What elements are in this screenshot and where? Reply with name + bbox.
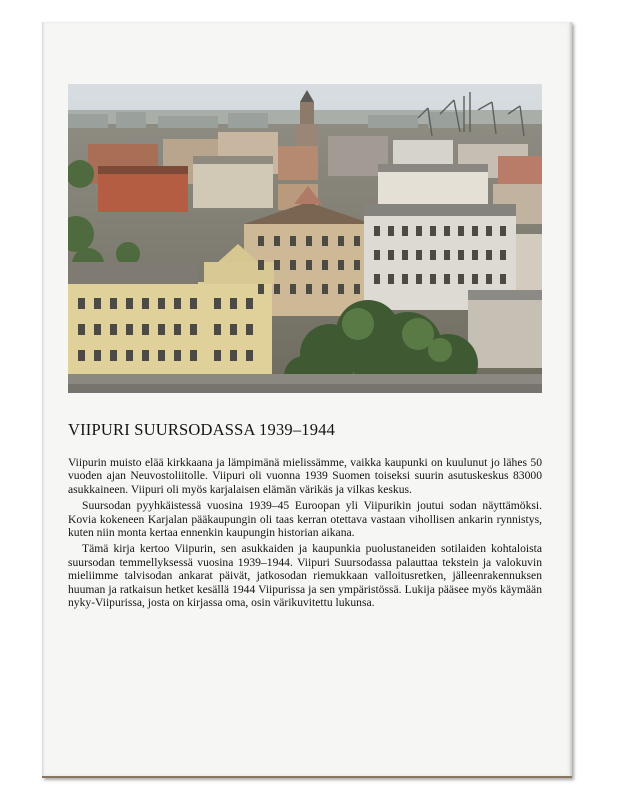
- description-area: [68, 394, 542, 612]
- paragraph: Suursodan pyyhkäistessä vuosina 1939–45 Euroopan yli Viipurikin joutui sodan näyttämöksi. Kovia kokeneen Karjalan pääkaupungin oli taas kerran otettava vastaan vihollisen ankarin rynnistys, kuten niin monta kertaa ennenkin kaupungin historian aikana.: [68, 499, 542, 540]
- description-text: [68, 456, 542, 609]
- book-back-cover: [42, 22, 572, 778]
- city-photo: [68, 84, 542, 393]
- paragraph: Viipurin muisto elää kirkkaana ja lämpimänä mielissämme, vaikka kaupunki on kuulunut jo lähes 50 vuoden ajan Neuvostoliitolle. Viipuri oli vuonna 1939 Suomen toiseksi suurin asutuskeskus 83000 asukkaineen. Viipuri oli myös karjalaisen elämän värikäs ja vilkas keskus.: [68, 456, 542, 496]
- book-title: VIIPURI SUURSODASSA 1939–1944: [68, 420, 336, 439]
- paragraph: Tämä kirja kertoo Viipurin, sen asukkaiden ja kaupunkia puolustaneiden sotilaiden kohtaloista suursodan temmellyksessä vuosina 1939–1944. Viipuri Suursodassa palauttaa tekstein ja valokuvin mieliimme talvisodan ankarat päivät, jatkosodan riemukkaan valloitusretken, jälleenrakennuksen huuman ja ratkaisun hetket kesällä 1944 Viipurissa ja sen ympäristössä. Lukija pääsee myös käymään nyky-Viipurissa, josta on kirjassa oma, osin värikuvitettu lukunsa.: [68, 542, 542, 610]
